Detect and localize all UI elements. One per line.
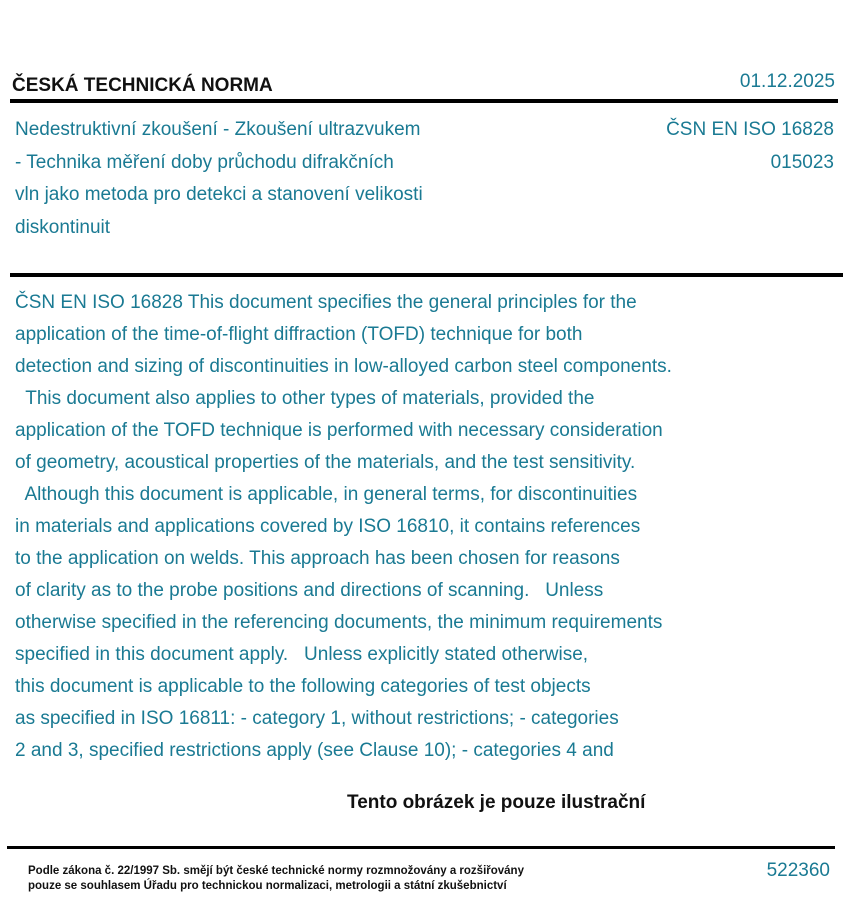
abstract-line: specified in this document apply. Unless explicitly stated otherwise, <box>15 644 589 665</box>
norm-title-line: vln jako metoda pro detekci a stanovení velikosti <box>15 184 423 205</box>
abstract-line: application of the TOFD technique is performed with necessary consideration <box>15 420 663 441</box>
legal-notice-line: pouze se souhlasem Úřadu pro technickou normalizaci, metrologii a státní zkušebnictví <box>28 880 507 892</box>
document-code: 522360 <box>766 860 830 881</box>
norm-title <box>15 114 515 244</box>
publication-date: 01.12.2025 <box>739 71 835 92</box>
abstract-line: ČSN EN ISO 16828 This document specifies the general principles for the <box>15 292 637 313</box>
abstract-line: otherwise specified in the referencing documents, the minimum requirements <box>15 612 663 633</box>
title-divider <box>10 273 843 277</box>
norm-title-line: - Technika měření doby průchodu difrakčních <box>15 151 394 173</box>
illustration-note: Tento obrázek je pouze ilustrační <box>347 792 646 813</box>
abstract-line: application of the time-of-flight diffraction (TOFD) technique for both <box>15 324 583 345</box>
norm-class-code: 015023 <box>770 151 834 173</box>
header-divider <box>10 99 838 103</box>
abstract-line: as specified in ISO 16811: - category 1, without restrictions; - categories <box>15 708 619 729</box>
abstract-line: detection and sizing of discontinuities in low-alloyed carbon steel components. <box>15 356 672 377</box>
legal-notice-line: Podle zákona č. 22/1997 Sb. smějí být české technické normy rozmnožovány a rozšiřovány <box>28 865 524 877</box>
legal-notice <box>28 864 524 894</box>
abstract-line: of geometry, acoustical properties of the materials, and the test sensitivity. <box>15 452 636 473</box>
norm-title-line: Nedestruktivní zkoušení - Zkoušení ultrazvukem <box>15 119 421 140</box>
abstract-line: of clarity as to the probe positions and directions of scanning. Unless <box>15 580 604 601</box>
norm-title-line: diskontinuit <box>15 216 111 238</box>
footer-divider <box>7 846 835 849</box>
abstract-line: 2 and 3, specified restrictions apply (see Clause 10); - categories 4 and <box>15 740 614 761</box>
abstract-text <box>15 287 845 767</box>
abstract-line: in materials and applications covered by ISO 16810, it contains references <box>15 516 641 537</box>
abstract-line: Although this document is applicable, in general terms, for discontinuities <box>15 484 638 505</box>
abstract-line: to the application on welds. This approach has been chosen for reasons <box>15 548 620 569</box>
norm-designation: ČSN EN ISO 16828 <box>666 119 834 140</box>
abstract-line: This document also applies to other types of materials, provided the <box>15 388 595 409</box>
abstract-line: this document is applicable to the following categories of test objects <box>15 676 591 697</box>
document-type-heading: ČESKÁ TECHNICKÁ NORMA <box>12 75 273 96</box>
norm-identifier <box>666 114 834 179</box>
